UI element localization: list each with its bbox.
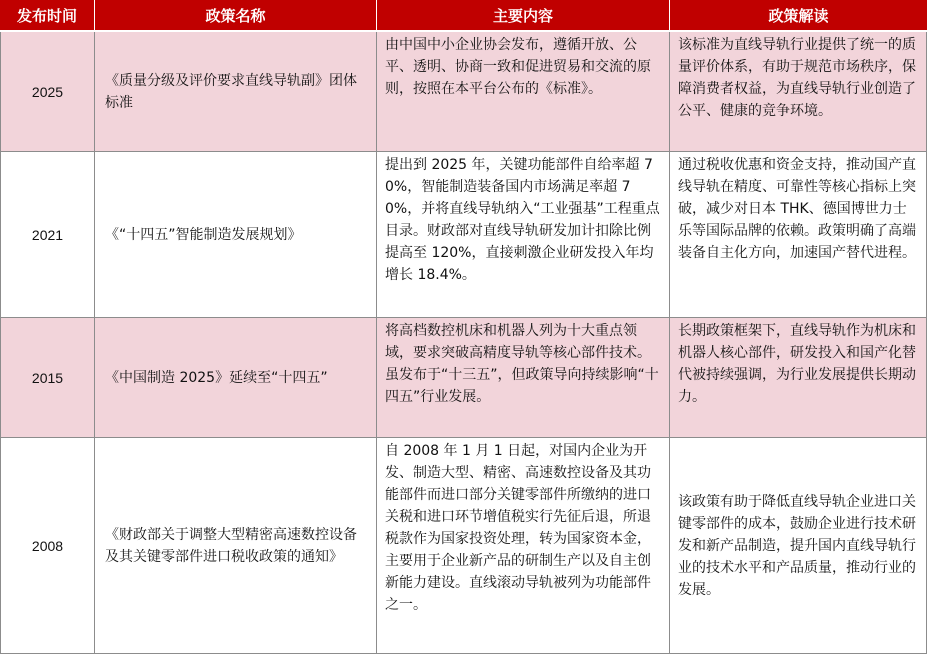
cell-interpretation: 该标准为直线导轨行业提供了统一的质量评价体系，有助于规范市场秩序，保障消费者权益，为直线导轨行业创造了公平、健康的竞争环境。	[670, 32, 927, 152]
cell-policy-name: 《质量分级及评价要求直线导轨副》团体标准	[95, 32, 377, 152]
table-header-row	[0, 0, 927, 32]
table-row	[0, 152, 927, 318]
cell-interpretation: 该政策有助于降低直线导轨企业进口关键零部件的成本，鼓励企业进行技术研发和新产品制造，提升国内直线导轨行业的技术水平和产品质量，推动行业的发展。	[670, 438, 927, 654]
cell-main-content: 自 2008 年 1 月 1 日起，对国内企业为开发、制造大型、精密、高速数控设备及其功能部件而进口部分关键零部件所缴纳的进口关税和进口环节增值税实行先征后退，所退税款作为国家投资处理，转为国家资本金，主要用于企业新产品的研制生产以及自主创新能力建设。直线滚动导轨被列为功能部件之一。	[377, 438, 670, 654]
cell-year: 2008	[0, 438, 95, 654]
table-row	[0, 32, 927, 152]
cell-year: 2021	[0, 152, 95, 318]
header-release-date: 发布时间	[0, 0, 95, 32]
table-row	[0, 318, 927, 438]
cell-main-content: 由中国中小企业协会发布，遵循开放、公平、透明、协商一致和促进贸易和交流的原则，按照在本平台公布的《标准》。	[377, 32, 670, 152]
header-main-content: 主要内容	[377, 0, 670, 32]
cell-year: 2025	[0, 32, 95, 152]
cell-policy-name: 《中国制造 2025》延续至“十四五”	[95, 318, 377, 438]
header-policy-interpretation: 政策解读	[670, 0, 927, 32]
cell-policy-name: 《财政部关于调整大型精密高速数控设备及其关键零部件进口税收政策的通知》	[95, 438, 377, 654]
cell-policy-name: 《“十四五”智能制造发展规划》	[95, 152, 377, 318]
header-policy-name: 政策名称	[95, 0, 377, 32]
table-row	[0, 438, 927, 654]
cell-interpretation: 长期政策框架下，直线导轨作为机床和机器人核心部件，研发投入和国产化替代被持续强调，为行业发展提供长期动力。	[670, 318, 927, 438]
cell-year: 2015	[0, 318, 95, 438]
cell-main-content: 将高档数控机床和机器人列为十大重点领域，要求突破高精度导轨等核心部件技术。虽发布于“十三五”，但政策导向持续影响“十四五”行业发展。	[377, 318, 670, 438]
cell-main-content: 提出到 2025 年，关键功能部件自给率超 70%，智能制造装备国内市场满足率超 70%，并将直线导轨纳入“工业强基”工程重点目录。财政部对直线导轨研发加计扣除比例提高至 120%，直接刺激企业研发投入年均增长 18.4%。	[377, 152, 670, 318]
cell-interpretation: 通过税收优惠和资金支持，推动国产直线导轨在精度、可靠性等核心指标上突破，减少对日本 THK、德国博世力士乐等国际品牌的依赖。政策明确了高端装备自主化方向，加速国产替代进程。	[670, 152, 927, 318]
